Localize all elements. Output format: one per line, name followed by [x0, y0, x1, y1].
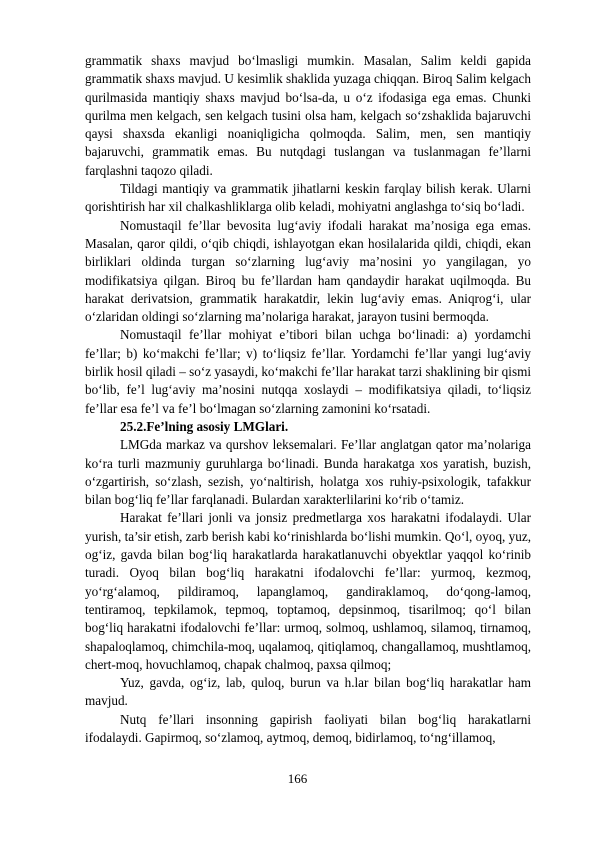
paragraph-8: Nutq fe’llari insonning gapirish faoliyati bilan bog‘liq harakatlarni ifodalaydi. Gapirmoq, so‘zlamoq, aytmoq, demoq, bidirlamoq, to‘ng‘illamoq, [85, 711, 531, 745]
paragraph-7: Yuz, gavda, og‘iz, lab, quloq, burun va h.lar bilan bog‘liq harakatlar ham mavjud. [85, 675, 531, 709]
page-number: 166 [287, 771, 308, 786]
paragraph-1: grammatik shaxs mavjud bo‘lmasligi mumkin. Masalan, Salim keldi gapida grammatik shaxs mavjud. U kesimlik shaklida yuzaga chiqqan. Biroq Salim kelgach qurilmasida mantiqiy shaxs mavjud bo‘lsa-da, u o‘z ifodasiga ega emas. Chunki qurilma men kelgach, sen kelgach tusini olsa ham, kelgach so‘zshaklida bajaruvchi qaysi shaxsda ekanligi noaniqligicha qolmoqda. Salim, men, sen mantiqiy bajaruvchi, grammatik emas. Bu nutqdagi tuslangan va tuslanmagan fe’llarni farqlashni taqozo qiladi. [85, 53, 531, 178]
paragraph-2: Tildagi mantiqiy va grammatik jihatlarni keskin farqlay bilish kerak. Ularni qorishtirish har xil chalkashliklarga olib keladi, mohiyatni anglashga to‘siq bo‘ladi. [85, 181, 531, 215]
page-body [85, 52, 531, 747]
paragraph-5: LMGda markaz va qurshov leksemalari. Fe’llar anglatgan qator ma’nolariga ko‘ra turli mazmuniy guruhlarga bo‘linadi. Bunda harakatga xos yaratish, buzish, o‘zgartirish, so‘zlash, sezish, yo‘naltirish, holatga xos ruhiy-psixologik, tafakkur bilan bog‘liq fe’llar farqlanadi. Bulardan xarakterlilarini ko‘rib o‘tamiz. [85, 437, 531, 508]
paragraph-6: Harakat fe’llari jonli va jonsiz predmetlarga xos harakatni ifodalaydi. Ular yurish, ta’sir etish, zarb berish kabi ko‘rinishlarda bo‘lishi mumkin. Qo‘l, oyoq, yuz, og‘iz, gavda bilan bog‘liq harakatlarda harakatlanuvchi obyektlar yaqqol ko‘rinib turadi. Oyoq bilan bog‘liq harakatni ifodalovchi fe’llar: yurmoq, kezmoq, yo‘rg‘alamoq, pildiramoq, lapanglamoq, gandiraklamoq, do‘qong-lamoq, tentiramoq, tepkilamok, tepmoq, toptamoq, depsinmoq, tisarilmoq; qo‘l bilan bog‘liq harakatni ifodalovchi fe’llar: urmoq, solmoq, ushlamoq, silamoq, tirnamoq, shapaloqlamoq, chimchila-moq, uqalamoq, qitiqlamoq, changallamoq, mushtlamoq, chert-moq, hovuchlamoq, chapak chalmoq, paxsa qilmoq; [85, 510, 531, 672]
section-heading: 25.2.Fe’lning asosiy LMGlari. [120, 418, 289, 434]
paragraph-4: Nomustaqil fe’llar mohiyat e’tibori bilan uchga bo‘linadi: a) yordamchi fe’llar; b) ko‘makchi fe’llar; v) to‘liqsiz fe’llar. Yordamchi fe’llar yangi lug‘aviy birlik hosil qiladi – so‘z yasaydi, ko‘makchi fe’llar harakat tarzi shaklining bir qismi bo‘lib, fe’l lug‘aviy ma’nosini nutqqa xoslaydi – modifikatsiya qiladi, to‘liqsiz fe’llar esa fe’l va fe’l bo‘lmagan so‘zlarning zamonini ko‘rsatadi. [85, 327, 531, 416]
paragraph-3: Nomustaqil fe’llar bevosita lug‘aviy ifodali harakat ma’nosiga ega emas. Masalan, qaror qildi, o‘qib chiqdi, ishlayotgan ekan hosilalarida qildi, chiqdi, ekan birliklari oldinda turgan so‘zlarning lug‘aviy ma’nosini yo yangilagan, yo modifikatsiya qilgan. Biroq bu fe’llardan ham qandaydir harakat uqilmoqda. Bu harakat derivatsion, grammatik harakatdir, lekin lug‘aviy emas. Aniqrog‘i, ular o‘zlaridan oldingi so‘zlarning ma’nolariga harakat, jarayon tusini bermoqda. [85, 217, 531, 325]
